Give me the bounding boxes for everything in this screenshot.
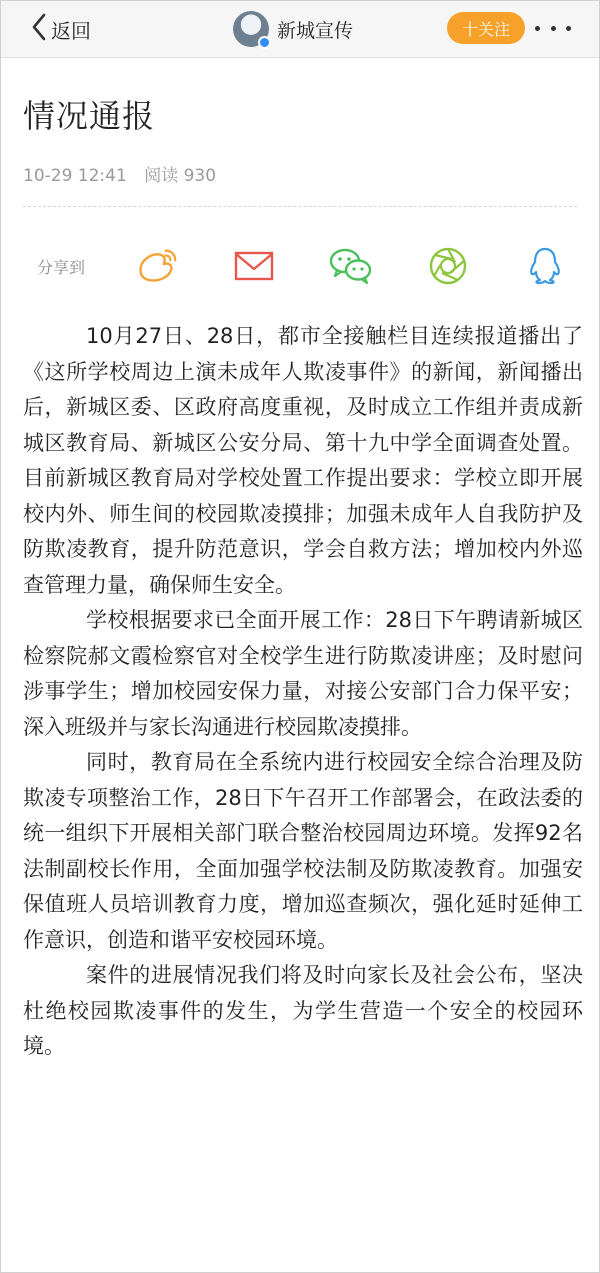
avatar[interactable]	[233, 11, 269, 47]
account-name: 新城宣传	[277, 19, 354, 42]
article-paragraph: 同时，教育局在全系统内进行校园安全综合治理及防欺凌专项整治工作，28日下午召开工作部署会，在政法委的统一组织下开展相关部门联合整治校园周边环境。发挥92名法制副校长作用，全面加强学校法制及防欺凌教育。加强安保值班人员培训教育力度，增加巡查频次，强化延时延伸工作意识，创造和谐平安校园环境。	[23, 750, 583, 952]
article-title: 情况通报	[23, 97, 156, 135]
back-label: 返回	[51, 18, 91, 43]
divider	[23, 206, 577, 207]
article-paragraph: 学校根据要求已全面开展工作：28日下午聘请新城区检察院郝文霞检察官对全校学生进行防欺凌讲座；及时慰问涉事学生；增加校园安保力量，对接公安部门合力保平安；深入班级并与家长沟通进行校园欺凌摸排。	[23, 608, 583, 739]
more-button[interactable]	[533, 15, 573, 41]
wechat-icon[interactable]	[329, 244, 373, 288]
weibo-icon[interactable]	[135, 244, 179, 288]
account-info[interactable]	[233, 9, 353, 49]
more-dot-icon	[566, 26, 571, 31]
article-body	[23, 319, 583, 1065]
chevron-left-icon	[31, 13, 47, 45]
follow-button[interactable]: 十关注	[447, 12, 525, 44]
article-paragraph: 10月27日、28日，都市全接触栏目连续报道播出了《这所学校周边上演未成年人欺凌事件》的新闻，新闻播出后，新城区委、区政府高度重视，及时成立工作组并责成新城区教育局、新城区公安分局、第十九中学全面调查处置。目前新城区教育局对学校处置工作提出要求：学校立即开展校内外、师生间的校园欺凌摸排；加强未成年人自我防护及防欺凌教育，提升防范意识，学会自救方法；增加校内外巡查管理力量，确保师生安全。	[23, 324, 583, 597]
share-label: 分享到	[37, 257, 86, 277]
more-dot-icon	[535, 26, 540, 31]
top-bar	[1, 1, 599, 58]
publish-date: 10-29 12:41	[23, 166, 127, 186]
moments-icon[interactable]	[426, 244, 470, 288]
more-dot-icon	[551, 26, 556, 31]
read-count: 阅读 930	[144, 166, 217, 186]
verified-badge-icon	[258, 36, 271, 49]
article-paragraph: 案件的进展情况我们将及时向家长及社会公布，坚决杜绝校园欺凌事件的发生，为学生营造一个安全的校园环境。	[23, 963, 583, 1058]
mail-icon[interactable]	[232, 244, 276, 288]
share-bar	[37, 239, 577, 293]
qq-icon[interactable]	[523, 244, 567, 288]
back-button[interactable]	[31, 11, 91, 47]
article-meta	[23, 161, 216, 186]
